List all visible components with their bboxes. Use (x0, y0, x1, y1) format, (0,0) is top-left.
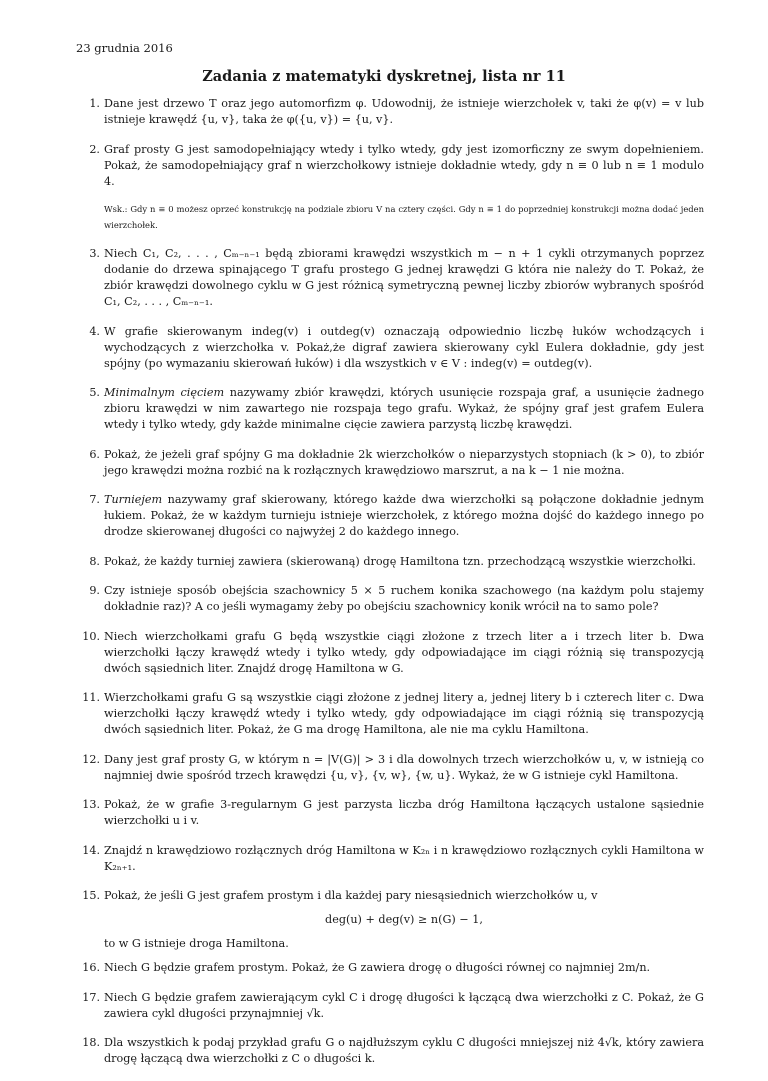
display-formula: deg(u) + deg(v) ≥ n(G) − 1, (325, 913, 483, 926)
problem-number: 9. (89, 584, 100, 597)
problem-statement: Znajdź n krawędziowo rozłącznych dróg Hamiltona w K₂ₙ i n krawędziowo rozłącznych cykli Hamiltona w K₂ₙ₊₁. (104, 843, 704, 873)
problem-text (104, 990, 704, 1022)
hint-note: Wsk.: Gdy n ≡ 0 możesz oprzeć konstrukcję na podziale zbioru V na cztery części. Gdy n ≡ 1 do poprzedniej konstrukcji można dodać jeden wierzchołek. (104, 203, 704, 230)
problem-statement: Czy istnieje sposób obejścia szachownicy 5 × 5 ruchem konika szachowego (na każdym polu stajemy dokładnie raz)? A co jeśli wymagamy żeby po obejściu szachownicy konik wrócił na to samo pole? (104, 584, 704, 613)
problem-text (104, 385, 704, 433)
problem-text (104, 324, 704, 372)
problem-statement: Dla wszystkich k podaj przykład grafu G o najdłuższym cyklu C długości mniejszej niż 4√k, który zawiera drogę łączącą dwa wierzchołki z C o długości k. (104, 1036, 704, 1065)
problem-term: Turniejem (104, 493, 163, 506)
problem-text (104, 96, 704, 128)
problem-text (104, 797, 704, 829)
problem-text (104, 246, 704, 310)
document-date: 23 grudnia 2016 (76, 41, 173, 55)
problem-item (80, 554, 704, 570)
problem-item (80, 583, 704, 615)
problem-definition: nazywamy zbiór krawędzi, których usunięcie rozspaja graf, a usunięcie żadnego zbioru krawędzi w nim zawartego nie rozspaja tego grafu. Wykaż, że spójny graf jest grafem Eulera wtedy i tylko wtedy, gdy każde minimalne cięcie zawiera parzystą liczbę krawędzi. (104, 386, 704, 431)
problem-text (104, 1035, 704, 1067)
problem-text (104, 142, 704, 190)
problem-number: 16. (82, 961, 100, 974)
problem-statement: Niech C₁, C₂, . . . , Cₘ₋ₙ₋₁ będą zbiorami krawędzi wszystkich m − n + 1 cykli otrzymanych poprzez dodanie do drzewa spinającego T grafu prostego G jednej krawędzi G która nie należy do T. Pokaż, że zbiór krawędzi dowolnego cyklu w G jest różnicą symetryczną pewnej liczby zbiorów wybranych spośród C₁, C₂, . . . , Cₘ₋ₙ₋₁. (104, 247, 704, 308)
problem-list (80, 96, 704, 1081)
problem-item (80, 324, 704, 372)
problem-text (104, 690, 704, 738)
problem-item (80, 690, 704, 738)
problem-item (80, 888, 704, 952)
problem-number: 3. (89, 247, 100, 260)
problem-text (104, 583, 704, 615)
problem-statement: Pokaż, że każdy turniej zawiera (skierowaną) drogę Hamiltona tzn. przechodzącą wszystkie wierzchołki. (104, 554, 696, 568)
problem-continuation: to w G istnieje droga Hamiltona. (104, 937, 289, 950)
problem-text (104, 554, 704, 570)
problem-number: 15. (82, 889, 100, 902)
problem-text (104, 752, 704, 784)
problem-number: 2. (89, 142, 100, 156)
problem-text (104, 960, 704, 976)
problem-number: 4. (89, 324, 100, 338)
problem-statement: W grafie skierowanym indeg(v) i outdeg(v) oznaczają odpowiednio liczbę łuków wchodzących i wychodzących z wierzchołka v. Pokaż,że digraf zawiera skierowany cykl Eulera dokładnie, gdy jest spójny (po wymazaniu skierowań łuków) i dla wszystkich v ∈ V : indeg(v) = outdeg(v). (104, 324, 704, 370)
problem-text (104, 629, 704, 677)
problem-number: 8. (89, 554, 100, 568)
problem-item (80, 990, 704, 1022)
problem-item (80, 96, 704, 128)
problem-number: 10. (82, 629, 100, 643)
problem-text (104, 447, 704, 479)
problem-item (80, 797, 704, 829)
page-title: Zadania z matematyki dyskretnej, lista nr 11 (202, 68, 566, 85)
problem-number: 18. (82, 1036, 100, 1049)
problem-statement: Pokaż, że w grafie 3-regularnym G jest parzysta liczba dróg Hamiltona łączących ustalone sąsiednie wierzchołki u i v. (104, 798, 704, 827)
problem-number: 5. (89, 386, 100, 399)
problem-item (80, 142, 704, 233)
problem-item (80, 492, 704, 540)
problem-number: 7. (89, 493, 100, 506)
problem-item (80, 752, 704, 784)
problem-definition: nazywamy graf skierowany, którego każde dwa wierzchołki są połączone dokładnie jednym łukiem. Pokaż, że w każdym turnieju istnieje wierzchołek, z którego można dojść do każdego innego po drodze skierowanej długości co najwyżej 2 do każdego innego. (104, 493, 704, 538)
problem-item (80, 385, 704, 433)
problem-number: 6. (89, 447, 100, 461)
problem-text (104, 843, 704, 875)
problem-number: 12. (82, 752, 100, 766)
problem-item (80, 246, 704, 310)
problem-number: 1. (89, 97, 100, 110)
problem-number: 11. (82, 691, 100, 704)
problem-statement: Niech G będzie grafem zawierającym cykl C i drogę długości k łączącą dwa wierzchołki z C. Pokaż, że G zawiera cykl długości przynajmniej √k. (104, 990, 704, 1020)
problem-item (80, 843, 704, 875)
problem-number: 17. (82, 990, 100, 1004)
problem-term: Minimalnym cięciem (104, 386, 225, 399)
problem-item (80, 1035, 704, 1067)
problem-item (80, 447, 704, 479)
problem-statement: Dany jest graf prosty G, w którym n = |V(G)| > 3 i dla dowolnych trzech wierzchołków u, v, w istnieją co najmniej dwie spośród trzech krawędzi {u, v}, {v, w}, {w, u}. Wykaż, że w G istnieje cykl Hamiltona. (104, 752, 704, 782)
problem-statement: Pokaż, że jeżeli graf spójny G ma dokładnie 2k wierzchołków o nieparzystych stopniach (k > 0), to zbiór jego krawędzi można rozbić na k rozłącznych krawędziowo marszrut, a na k − 1 nie można. (104, 447, 704, 477)
problem-statement: Niech G będzie grafem prostym. Pokaż, że G zawiera drogę o długości równej co najmniej 2m/n. (104, 961, 651, 974)
problem-number: 14. (82, 843, 100, 857)
problem-statement: Pokaż, że jeśli G jest grafem prostym i dla każdej pary niesąsiednich wierzchołków u, v (104, 889, 598, 902)
problem-number: 13. (82, 798, 100, 811)
problem-text (104, 492, 704, 540)
problem-statement: Graf prosty G jest samodopełniający wtedy i tylko wtedy, gdy jest izomorficzny ze swym dopełnieniem. Pokaż, że samodopełniający graf n wierzchołkowy istnieje dokładnie wtedy, gdy n ≡ 0 lub n ≡ 1 modulo 4. (104, 142, 704, 188)
problem-item (80, 629, 704, 677)
problem-statement: Niech wierzchołkami grafu G będą wszystkie ciągi złożone z trzech liter a i trzech liter b. Dwa wierzchołki łączy krawędź wtedy i tylko wtedy, gdy odpowiadające im ciągi różnią się transpozycją dwóch sąsiednich liter. Znajdź drogę Hamiltona w G. (104, 629, 704, 675)
problem-statement: Wierzchołkami grafu G są wszystkie ciągi złożone z jednej litery a, jednej litery b i czterech liter c. Dwa wierzchołki łączy krawędź wtedy i tylko wtedy, gdy odpowiadające im ciągi różnią się transpozycją dwóch sąsiednich liter. Pokaż, że G ma drogę Hamiltona, ale nie ma cyklu Hamiltona. (104, 691, 704, 736)
problem-statement: Dane jest drzewo T oraz jego automorfizm φ. Udowodnij, że istnieje wierzchołek v, taki że φ(v) = v lub istnieje krawędź {u, v}, taka że φ({u, v}) = {u, v}. (104, 97, 704, 126)
problem-text (104, 888, 704, 904)
problem-item (80, 960, 704, 976)
